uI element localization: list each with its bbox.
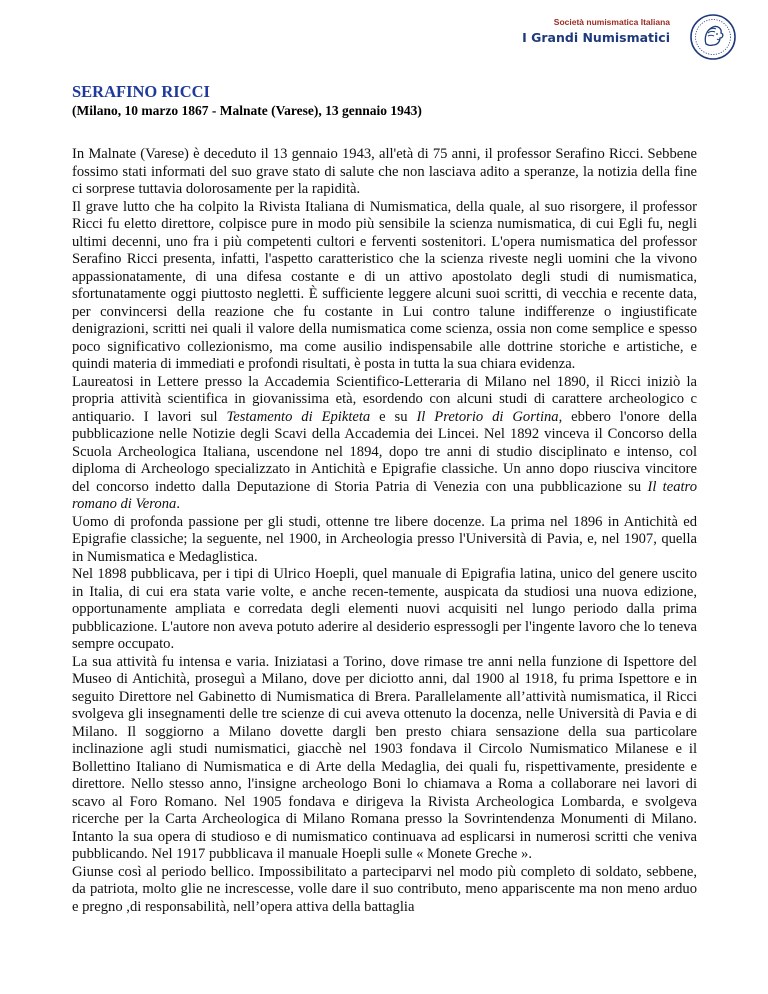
- article-paragraph: [72, 864, 697, 917]
- page-title: SERAFINO RICCI: [72, 82, 210, 101]
- article-paragraph: [72, 199, 697, 374]
- page-subtitle: (Milano, 10 marzo 1867 - Malnate (Varese), 13 gennaio 1943): [72, 103, 422, 118]
- text-run: .: [176, 496, 180, 512]
- article-body: [72, 146, 697, 916]
- society-name: Società numismatica Italiana: [553, 17, 670, 27]
- text-run: e su: [370, 408, 417, 425]
- italic-title: Il Pretorio di Gortina: [416, 408, 559, 425]
- text-run: In Malnate (Varese) è deceduto il 13 gennaio 1943, all'età di 75 anni, il professor Serafino Ricci. Sebbene fossimo stati informati del suo grave stato di salute che non lasciava adito a speranze, la notizia della fine ci sorprese tuttavia dolorosamente per la rapidità.: [72, 146, 697, 197]
- text-run: Giunse così al periodo bellico. Impossibilitato a parteciparvi nel modo più completo di soldato, sebbene, da patriota, molto glie ne increscesse, volle dare il suo contributo, meno appariscente ma non meno arduo e pregno ,di responsabilità, nell’opera attiva della battaglia: [72, 863, 697, 915]
- article-paragraph: [72, 514, 697, 567]
- article-paragraph: [72, 374, 697, 514]
- italic-title: Testamento di Epikteta: [226, 408, 371, 425]
- text-run: , ebbero l'onore della pubblicazione nelle Notizie degli Scavi della Accademia dei Lincei. Nel 1892 vinceva il Concorso della Scuola Archeologica Italiana, uscendone nel 1894, dopo tre anni di studio disciplinato e intenso, col diploma di Archeologo specializzato in Antichità e Epigrafie classiche. Un anno dopo riusciva vincitore del concorso indetto dalla Deputazione di Storia Patria di Venezia con una pubblicazione su: [72, 408, 698, 495]
- article-paragraph: [72, 566, 697, 654]
- italic-title: Il teatro romano di Verona: [72, 478, 697, 512]
- article-paragraph: [72, 146, 697, 199]
- text-run: La sua attività fu intensa e varia. Iniziatasi a Torino, dove rimase tre anni nella funzione di Ispettore del Museo di Antichità, proseguì a Milano, dove per diciotto anni, dal 1900 al 1918, fu prima Ispettore e in seguito Direttore nel Gabinetto di Numismatica di Brera. Parallelamente all’attività numismatica, il Ricci svolgeva gli insegnamenti delle tre scienze di cui aveva ottenuto la docenza, nelle Università di Pavia e di Milano. Il soggiorno a Milano dovette dargli ben presto chiara sensazione della sua particolare inclinazione agli studi numismatici, giacchè nel 1903 fondava il Circolo Numismatico Milanese e il Bollettino Italiano di Numismatica e di Arte della Medaglia, dei quali fu, rispettivamente, presidente e direttore. Nello stesso anno, l'insigne archeologo Boni lo chiamava a Roma a collaborare nei lavori di scavo al Foro Romano. Nel 1905 fondava e dirigeva la Rivista Archeologica Lombarda, e svolgeva ricerche per la Carta Archeologica di Milano Romana presso la Sovrintendenza Monumenti di Milano. Intanto la sua opera di studioso e di numismatico continuava ad esplicarsi in numerosi scritti che veniva pubblicando. Nel 1917 pubblicava il manuale Hoepli sulle « Monete Greche ».: [72, 653, 697, 862]
- series-title: I Grandi Numismatici: [522, 30, 670, 45]
- ancient-coin-icon: [690, 14, 736, 60]
- text-run: Nel 1898 pubblicava, per i tipi di Ulrico Hoepli, quel manuale di Epigrafia latina, unico del genere uscito in Italia, di cui era stata varie volte, e anche recen-temente, auspicata da studiosi una nuova edizione, opportunamente ampliata e corredata degli elementi nuovi acquisiti nel lungo periodo dalla prima pubblicazione. L'autore non aveva potuto aderire al desiderio espressogli per l'ingente lavoro che lo teneva sempre occupato.: [72, 566, 697, 652]
- text-run: Laureatosi in Lettere presso la Accademia Scientifico-Letteraria di Milano nel 1890, il Ricci iniziò la propria attività scientifica in giovanissima età, esordendo con alcuni studi di carattere archeologico c antiquario. I lavori sul: [72, 373, 697, 425]
- article-paragraph: [72, 654, 697, 864]
- page-header: [380, 14, 748, 60]
- text-run: Il grave lutto che ha colpito la Rivista Italiana di Numismatica, della quale, al suo risorgere, il professor Ricci fu eletto direttore, colpisce pure in modo più sensibile la scienza numismatica, di cui Egli fu, negli ultimi decenni, uno fra i più competenti cultori e ferventi sostenitori. L'opera numismatica del professor Serafino Ricci presenta, infatti, l'aspetto caratteristico che la scienza riveste negli uomini che la vivono appassionatamente, di una difesa costante e di un attivo apostolato degli studi di numismatica, sfortunatamente oggi piuttosto negletti. È sufficiente leggere alcuni suoi scritti, di vecchia e recente data, per convincersi della reazione che fu costante in Lui contro talune indifferenze o ingiustificate denigrazioni, scritti nei quali il valore della numismatica come scienza, ossia non come semplice e spesso poco significativo collezionismo, ma come ausilio indispensabile alle dottrine storiche e artistiche, e quindi materia di immediati e profondi risultati, è posta in tutta la sua chiara evidenza.: [72, 198, 697, 372]
- text-run: Uomo di profonda passione per gli studi, ottenne tre libere docenze. La prima nel 1896 in Antichità ed Epigrafie classiche; la seguente, nel 1900, in Archeologia presso l'Università di Pavia, e, nel 1907, quella in Numismatica e Medaglistica.: [72, 513, 697, 565]
